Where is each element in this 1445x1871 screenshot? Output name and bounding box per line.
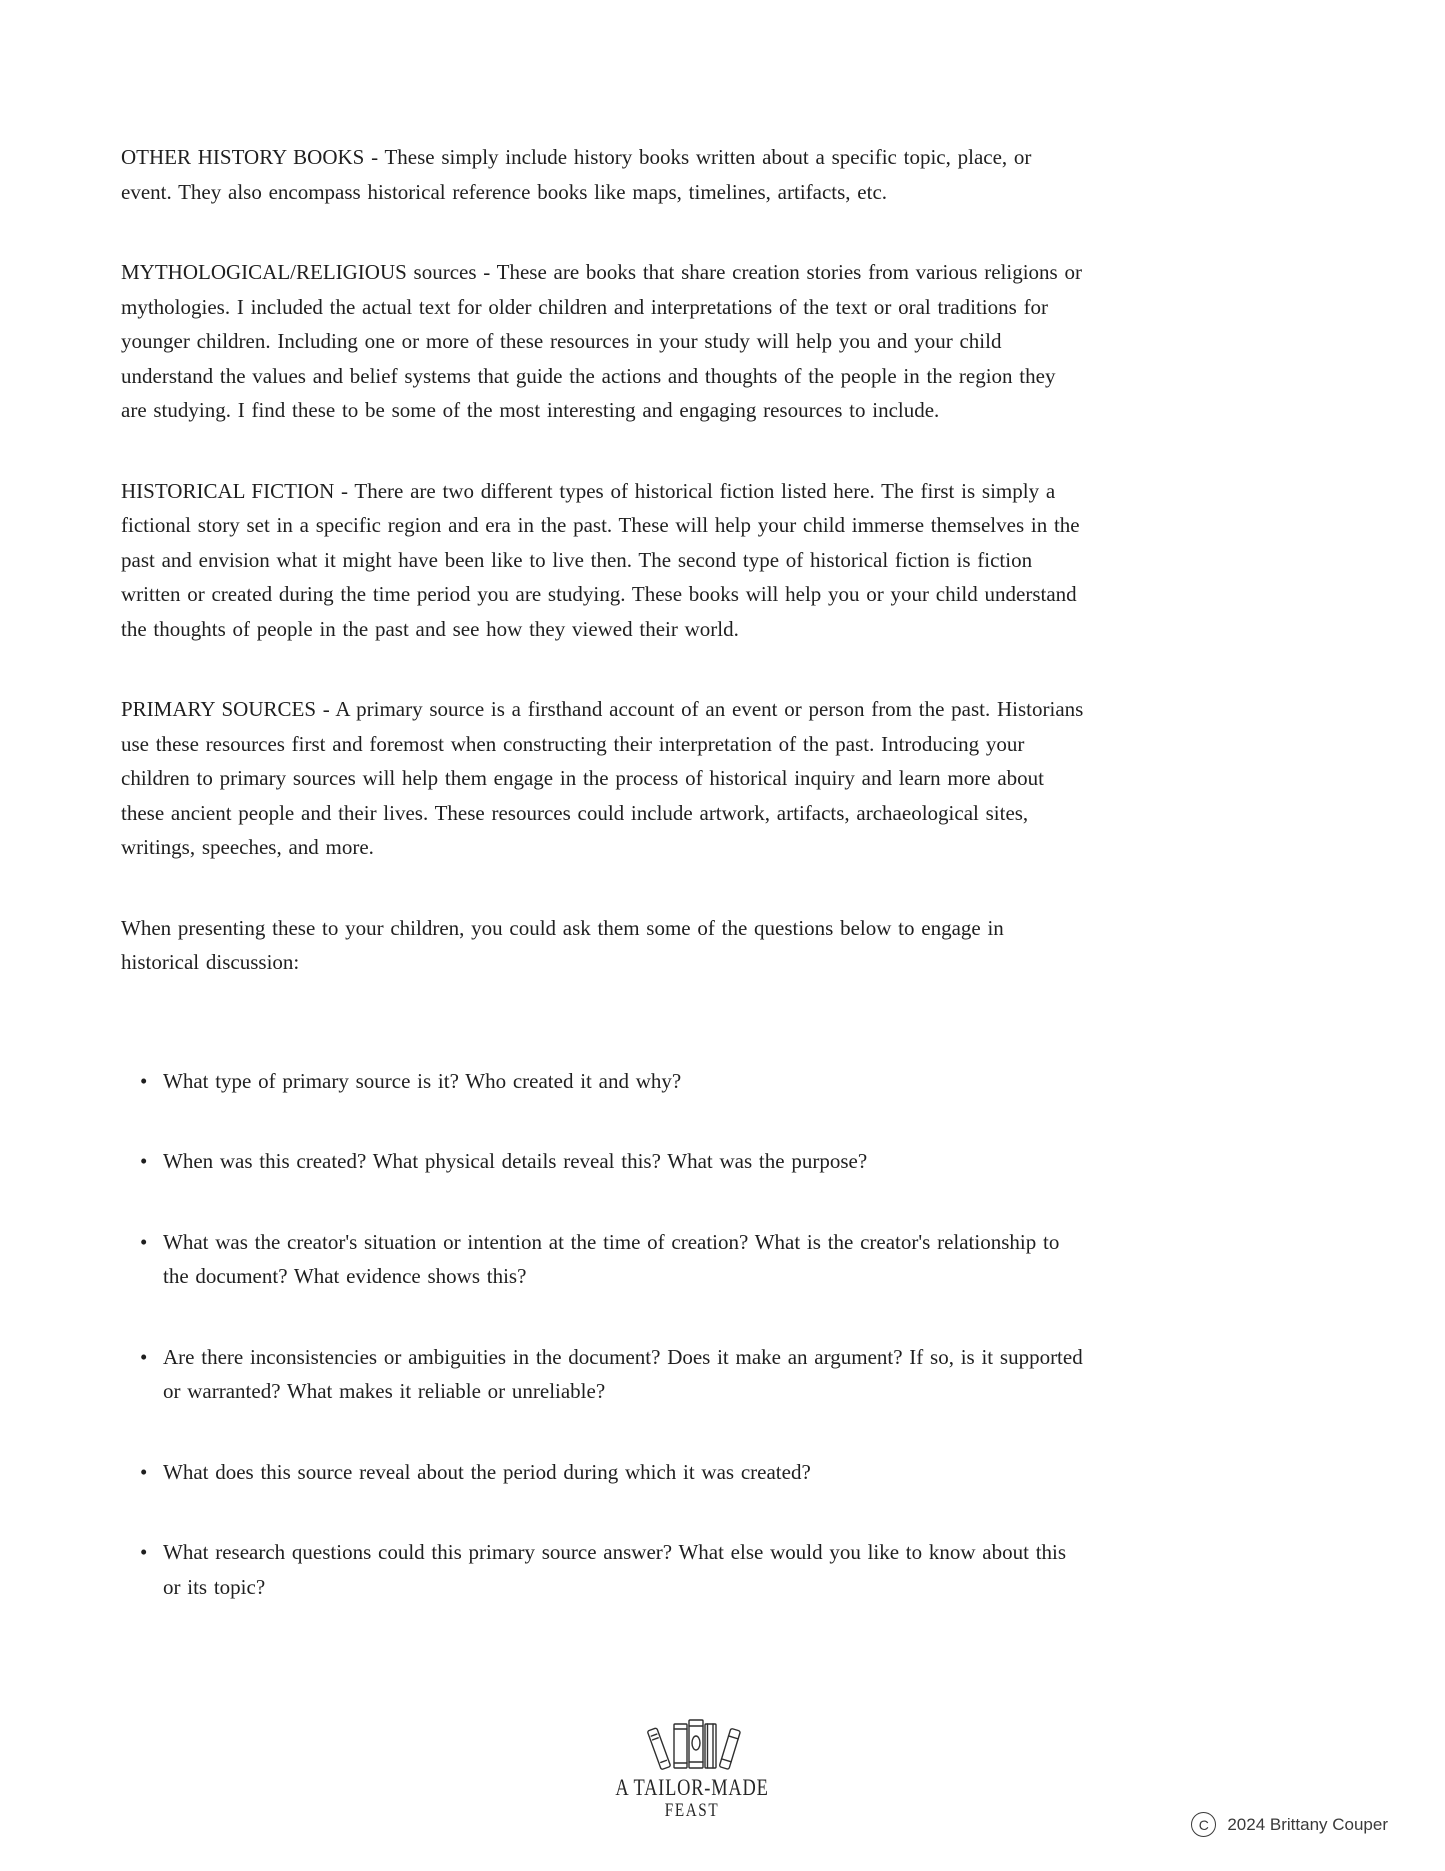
bullet-icon: • — [140, 1540, 148, 1564]
list-item — [140, 1535, 1087, 1604]
brand-subtitle: FEAST — [664, 1800, 720, 1821]
paragraph-primary-sources: PRIMARY SOURCES - A primary source is a firsthand account of an event or person from the past. Historians use these resources first and foremost when constructing their interpretation of the past. Introducing your children to primary sources will help them engage in the process of historical inquiry and learn more about these ancient people and their lives. These resources could include artwork, artifacts, archaeological sites, writings, speeches, and more. — [121, 697, 1084, 859]
discussion-question-list — [121, 1064, 1087, 1605]
bullet-icon: • — [140, 1149, 148, 1173]
copyright-icon: C — [1191, 1812, 1216, 1837]
bullet-icon: • — [140, 1229, 148, 1254]
question-text: When was this created? What physical details reveal this? What was the purpose? — [163, 1149, 868, 1173]
question-text: What type of primary source is it? Who created it and why? — [163, 1068, 682, 1093]
question-text: What was the creator's situation or intention at the time of creation? What is the creator's relationship to the document? What evidence shows this? — [163, 1229, 1060, 1288]
bullet-icon: • — [140, 1344, 148, 1369]
document-body — [121, 140, 1087, 1604]
bullet-icon: • — [140, 1068, 148, 1093]
list-item — [140, 1064, 1087, 1099]
copyright-text: 2024 Brittany Couper — [1227, 1814, 1388, 1834]
brand-logo — [0, 1716, 1384, 1821]
list-item — [140, 1144, 1087, 1179]
bullet-icon: • — [140, 1459, 148, 1484]
question-text: What research questions could this primary source answer? What else would you like to know about this or its topic? — [163, 1540, 1067, 1599]
question-text: What does this source reveal about the period during which it was created? — [163, 1459, 811, 1484]
question-text: Are there inconsistencies or ambiguities in the document? Does it make an argument? If so, is it supported or warranted? What makes it reliable or unreliable? — [163, 1344, 1083, 1403]
list-item — [140, 1340, 1087, 1409]
paragraph-discussion-intro: When presenting these to your children, you could ask them some of the questions below to engage in historical discussion: — [121, 915, 1004, 974]
list-item — [140, 1455, 1087, 1490]
list-item — [140, 1225, 1087, 1294]
brand-name: A TAILOR-MADE — [615, 1775, 769, 1800]
books-stack-icon — [0, 1716, 1384, 1775]
paragraph-mythological-religious: MYTHOLOGICAL/RELIGIOUS sources - These are books that share creation stories from various religions or mythologies. I included the actual text for older children and interpretations of the text or oral traditions for younger children. Including one or more of these resources in your study will help you and your child understand the values and belief systems that guide the actions and thoughts of the people in the region they are studying. I find these to be some of the most interesting and engaging resources to include. — [121, 260, 1082, 422]
copyright-notice — [1191, 1812, 1388, 1837]
paragraph-other-history-books: OTHER HISTORY BOOKS - These simply include history books written about a specific topic, place, or event. They also encompass historical reference books like maps, timelines, artifacts, etc. — [121, 145, 1032, 204]
paragraph-historical-fiction: HISTORICAL FICTION - There are two different types of historical fiction listed here. The first is simply a fictional story set in a specific region and era in the past. These will help your child immerse themselves in the past and envision what it might have been like to live then. The second type of historical fiction is fiction written or created during the time period you are studying. These books will help you or your child understand the thoughts of people in the past and see how they viewed their world. — [121, 478, 1080, 641]
